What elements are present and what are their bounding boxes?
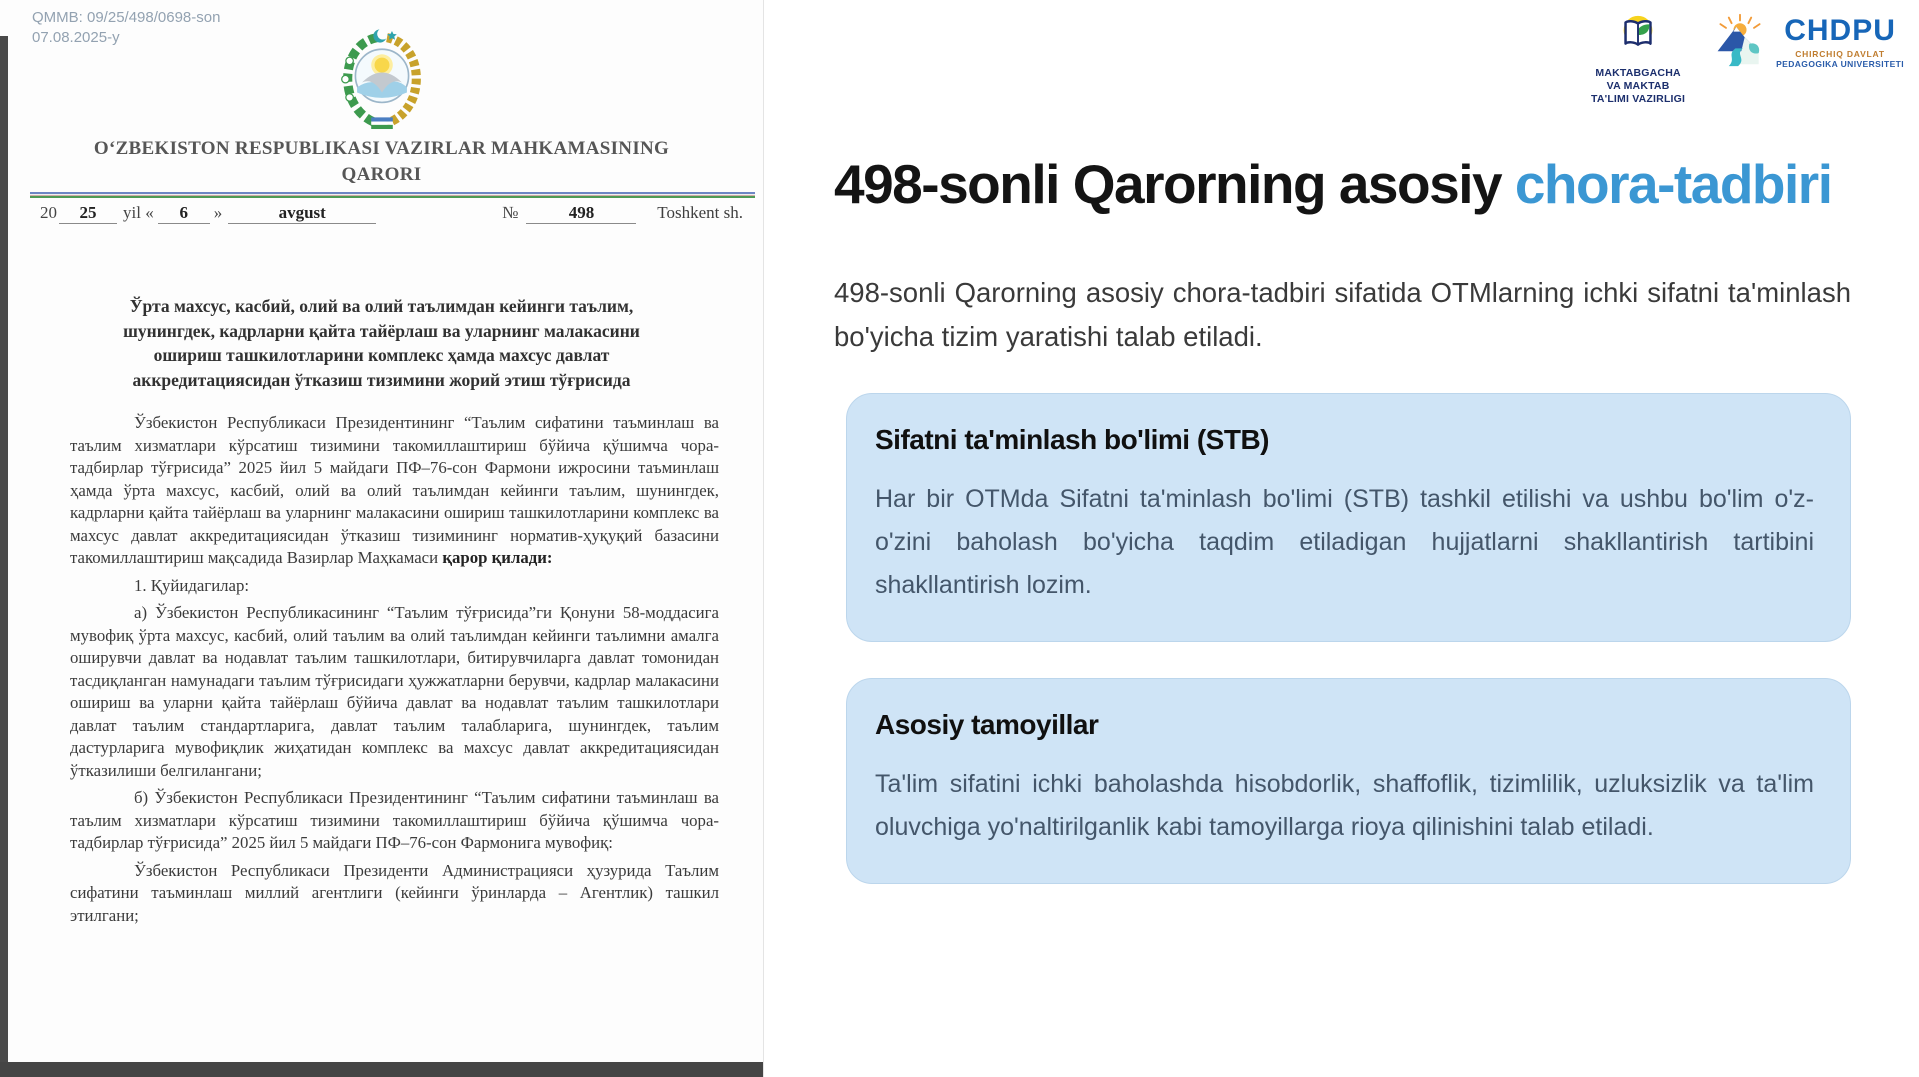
info-card-stb <box>846 393 1851 642</box>
scan-edge-shadow <box>0 36 8 1077</box>
stamp-number: QMMB: 09/25/498/0698-son <box>32 9 221 26</box>
university-name-line1: CHIRCHIQ DAVLAT <box>1795 49 1885 59</box>
number-label: № <box>502 203 519 222</box>
uzbekistan-emblem-icon <box>332 26 432 139</box>
issuing-authority <box>0 136 763 187</box>
decree-number: 498 <box>526 203 636 224</box>
decree-dateline <box>40 203 743 224</box>
doc-paragraph <box>70 412 719 570</box>
decree-title: Ўрта махсус, касбий, олий ва олий таълимдан кейинги таълим, шунингдек, кадрларни қайта тайёрлаш ва уларнинг малакасини ошириш ташкилотларини комплекс ҳамда махсус давлат аккредитациясидан ўтказиш тизимини жорий этиш тўғрисида <box>123 296 640 390</box>
card-body: Har bir OTMda Sifatni ta'minlash bo'limi (STB) tashkil etilishi va ushbu bo'lim o'z-o'zini baholash bo'yicha taqdim etiladigan hujjatlarni shakllantirish tartibini shakllantirish lozim. <box>875 484 1814 599</box>
ministry-logo-line2: VA MAKTAB <box>1606 80 1670 93</box>
card-title: Asosiy tamoyillar <box>875 708 1099 740</box>
scan-edge-shadow <box>0 1062 763 1077</box>
date-month: avgust <box>228 203 376 224</box>
registration-stamp <box>32 8 220 49</box>
authority-line2: QARORI <box>341 163 422 185</box>
decree-scan-panel <box>0 0 764 1077</box>
ministry-logo-icon <box>1615 45 1661 62</box>
flag-divider <box>30 192 755 198</box>
doc-paragraph: Ўзбекистон Республикаси Президенти Администрацияси ҳузурида Таълим сифатини таъминлаш миллий агентлиги (кейинги ўринларда – Агентлик) ташкил этилгани; <box>70 860 719 925</box>
date-prefix: 20 <box>40 203 57 222</box>
header-logos <box>1584 12 1904 106</box>
date-mid2: » <box>213 203 223 222</box>
page-title-accent: chora-tadbiri <box>1514 153 1832 215</box>
card-body: Ta'lim sifatini ichki baholashda hisobdorlik, shaffoflik, tizimlilik, uzluksizlik va ta'lim oluvchiga yo'naltirilganlik kabi tamoyillarga rioya qilinishini talab etiladi. <box>875 769 1814 841</box>
university-logo-icon <box>1712 12 1768 73</box>
paragraph-bold-text: қарор қилади: <box>442 548 553 567</box>
flag-ribbon <box>371 117 393 129</box>
card-title: Sifatni ta'minlash bo'limi (STB) <box>875 423 1270 455</box>
paragraph-text: Ўзбекистон Республикаси Президентининг “Таълим сифатини таъминлаш ва таълим хизматлари кўрсатиш тизимини такомиллаштириш бўйича қўшимча чора-тадбирлар тўғрисида” 2025 йил 5 майдаги ПФ–76-сон Фармони ижросини таъминлаш ҳамда ўрта махсус, касбий, олий ва олий таълимдан кейинги таълим, шунингдек, кадрларни қайта тайёрлаш ва уларнинг малакасини ошириш ташкилотларини комплекс ва махсус давлат аккредитациясидан ўтказиш тизимининг норматив-ҳуқуқий базасини такомиллаштириш мақсадида Вазирлар Маҳкамаси <box>70 413 719 567</box>
decree-body <box>0 392 763 927</box>
ministry-logo-line3: TA'LIMI VAZIRLIGI <box>1591 93 1686 106</box>
doc-paragraph: б) Ўзбекистон Республикаси Президентининг “Таълим сифатини таъминлаш ва таълим хизматлари кўрсатиш тизимини такомиллаштириш бўйича қўшимча чора-тадбирлар тўғрисида” 2025 йил 5 майдаги ПФ–76-сон Фармонига мувофиқ: <box>70 788 719 852</box>
page-title <box>834 148 1834 221</box>
slide-content <box>764 0 1919 1077</box>
city-label: Toshkent sh. <box>657 203 743 222</box>
university-acronym: CHDPU <box>1784 14 1896 47</box>
stamp-date: 07.08.2025-y <box>32 29 120 47</box>
ministry-logo-line1: MAKTABGACHA <box>1595 67 1681 79</box>
doc-paragraph: 1. Қуйидагилар: <box>134 575 250 595</box>
page-title-black: 498-sonli Qarorning asosiy <box>834 153 1515 215</box>
ministry-logo <box>1584 12 1692 106</box>
authority-line1: O‘ZBEKISTON RESPUBLIKASI VAZIRLAR MAHKAMASINING <box>93 138 670 159</box>
university-name-line2: PEDAGOGIKA UNIVERSITETI <box>1776 59 1904 69</box>
date-year: 25 <box>59 203 117 224</box>
university-logo <box>1712 12 1904 73</box>
doc-paragraph: а) Ўзбекистон Республикасининг “Таълим тўғрисида”ги Қонуни 58-моддасига мувофиқ ўрта махсус, касбий, олий таълим ва олий таълимдан кейинги таълимни амалга оширувчи давлат ва нодавлат таълим ташкилотлари, битирувчиларга давлат томонидан тасдиқланган намунадаги таълим тўғрисидаги ҳужжатларни берувчи, кадрлар малакасини ошириш ва уларни қайта тайёрлаш бўйича давлат ва нодавлат таълим ташкилотлари давлат таълим стандартларига, давлат таълим талабларига, шунингдек, таълим дастурларига мувофиқлик жиҳатидан комплекс ва махсус давлат аккредитациясидан ўтказилиши белгилангани; <box>70 603 719 780</box>
date-day: 6 <box>158 203 210 224</box>
intro-paragraph: 498-sonli Qarorning asosiy chora-tadbiri sifatida OTMlarning ichki sifatni ta'minlash bo'yicha tizim yaratishi talab etiladi. <box>834 276 1851 352</box>
date-mid1: yil « <box>123 203 154 222</box>
info-card-principles <box>846 678 1851 884</box>
